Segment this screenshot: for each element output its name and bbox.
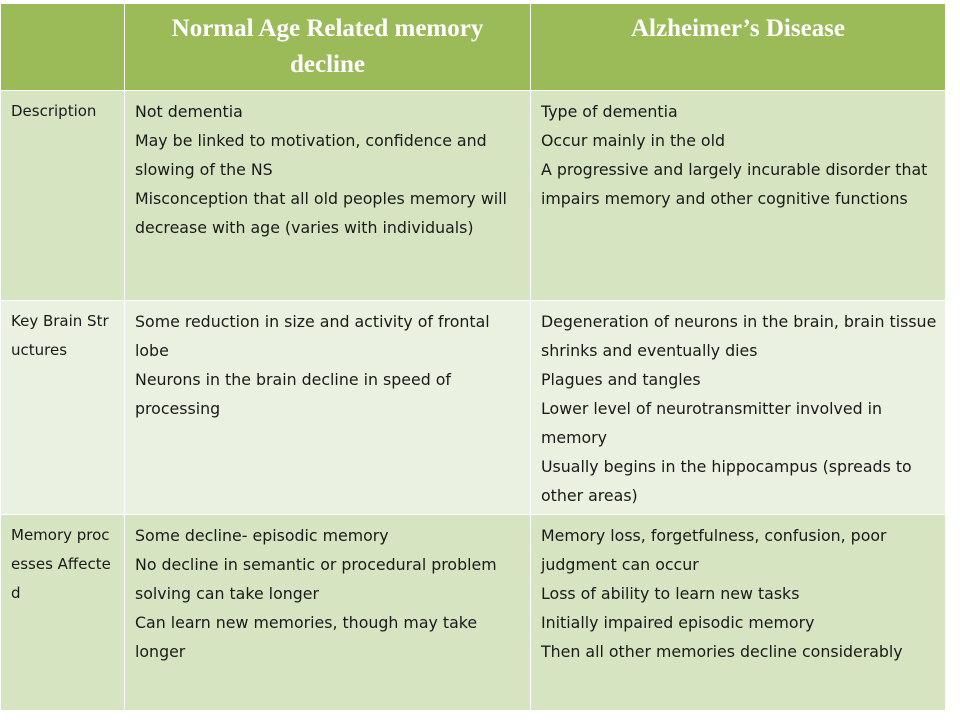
cell-line: Usually begins in the hippocampus (spreads to other areas) [541, 457, 912, 505]
cell-line: Initially impaired episodic memory [541, 613, 815, 632]
cell-line: Misconception that all old peoples memory will decrease with age (varies with individuals) [135, 189, 507, 237]
header-row [1, 4, 946, 91]
cell-line: Can learn new memories, though may take longer [135, 613, 478, 661]
cell-line: Neurons in the brain decline in speed of processing [135, 370, 451, 418]
alzheimers-description-cell [531, 91, 946, 301]
cell-line: Lower level of neurotransmitter involved in memory [541, 399, 883, 447]
corner-header-cell [1, 4, 125, 91]
normal-brain-structures-cell [125, 301, 531, 515]
normal-memory-processes-cell [125, 515, 531, 711]
cell-line: Some reduction in size and activity of frontal lobe [135, 312, 490, 360]
cell-line: Plagues and tangles [541, 370, 701, 389]
cell-line: A progressive and largely incurable disorder that impairs memory and other cognitive functions [541, 160, 928, 208]
cell-line: Then all other memories decline considerably [541, 642, 903, 661]
table-row [1, 515, 946, 711]
row-label-memory-processes: Memory processes Affected [1, 515, 125, 711]
cell-line: Not dementia [135, 102, 243, 121]
cell-line: Memory loss, forgetfulness, confusion, poor judgment can occur [541, 526, 887, 574]
row-label-key-brain-structures: Key Brain Structures [1, 301, 125, 515]
row-label-description: Description [1, 91, 125, 301]
cell-line: Degeneration of neurons in the brain, brain tissue shrinks and eventually dies [541, 312, 937, 360]
cell-line: Loss of ability to learn new tasks [541, 584, 800, 603]
table-row [1, 301, 946, 515]
cell-line: Occur mainly in the old [541, 131, 726, 150]
normal-decline-header: Normal Age Related memory decline [125, 4, 531, 91]
alzheimers-memory-processes-cell [531, 515, 946, 711]
alzheimers-brain-structures-cell [531, 301, 946, 515]
table-row [1, 91, 946, 301]
alzheimers-header: Alzheimer’s Disease [531, 4, 946, 91]
cell-line: May be linked to motivation, confidence and slowing of the NS [135, 131, 487, 179]
comparison-table [0, 3, 946, 711]
cell-line: No decline in semantic or procedural problem solving can take longer [135, 555, 497, 603]
normal-description-cell [125, 91, 531, 301]
cell-line: Some decline- episodic memory [135, 526, 389, 545]
cell-line: Type of dementia [541, 102, 678, 121]
